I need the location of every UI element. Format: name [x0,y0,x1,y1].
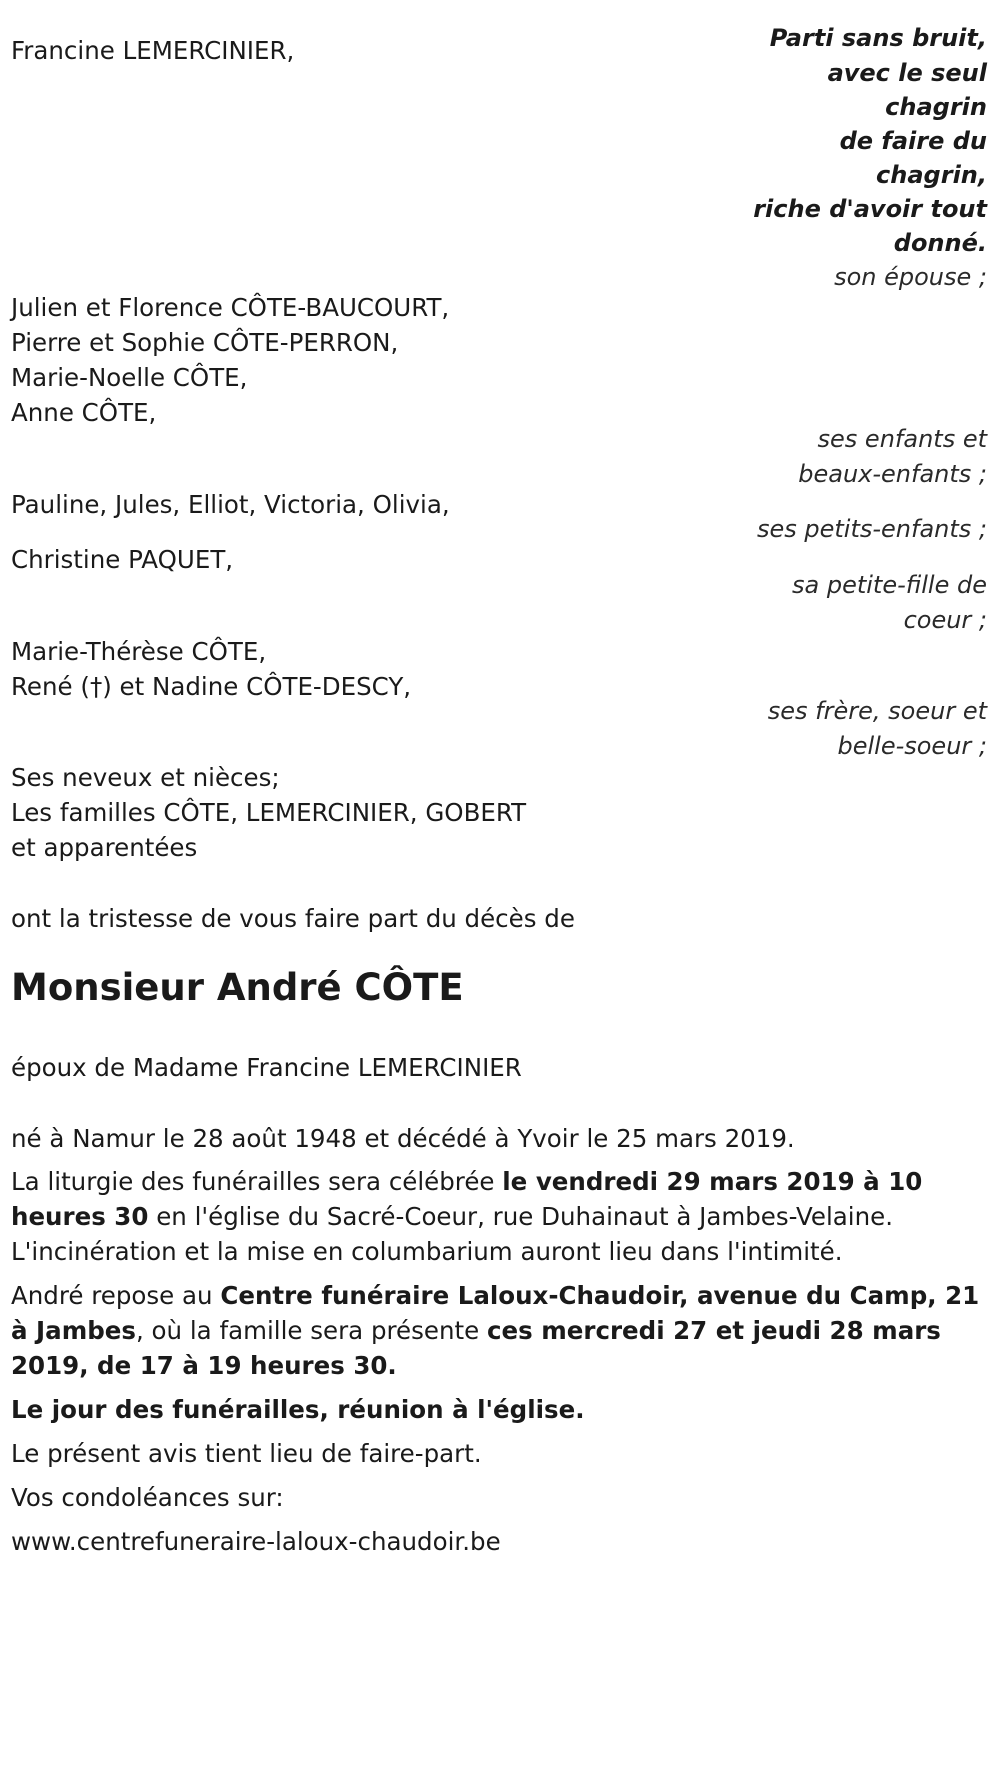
others-line: Ses neveux et nièces; [11,763,280,792]
visiting-hours: 2019, de 17 à 19 heures 30. [11,1351,397,1380]
deceased-name: Monsieur André CÔTE [11,966,464,1009]
granddaughter-heart-role: coeur ; [903,606,987,634]
others-line: et apparentées [11,833,198,862]
funeral-line: heures 30 en l'église du Sacré-Coeur, rue Duhainaut à Jambes-Velaine. [11,1202,894,1231]
child-name: Julien et Florence CÔTE-BAUCOURT, [11,293,450,322]
faire-part-notice: Le présent avis tient lieu de faire-part. [11,1439,482,1468]
visiting-dates: ces mercredi 27 et jeudi 28 mars [486,1316,941,1345]
repose-line [11,1346,397,1386]
funeral-line: La liturgie des funérailles sera célébrée le vendredi 29 mars 2019 à 10 [11,1167,923,1196]
poem-line: avec le seul [827,59,987,87]
child-name: Pierre et Sophie CÔTE-PERRON, [11,328,399,357]
repose-line: à Jambes, où la famille sera présente ces mercredi 27 et jeudi 28 mars [11,1316,941,1345]
poem-line: chagrin, [876,161,987,189]
website-link[interactable]: www.centrefuneraire-laloux-chaudoir.be [11,1527,501,1556]
child-name: Marie-Noelle CÔTE, [11,363,248,392]
meeting-notice: Le jour des funérailles, réunion à l'église. [11,1395,585,1424]
poem-line: Parti sans bruit, [769,24,987,52]
grandchildren-names: Pauline, Jules, Elliot, Victoria, Olivia, [11,490,450,519]
poem-line: donné. [893,229,987,257]
children-role: beaux-enfants ; [798,460,987,488]
spouse-name: Francine LEMERCINIER, [11,36,295,65]
siblings-role: ses frère, soeur et [767,697,987,725]
poem-line: chagrin [885,93,987,121]
child-name: Anne CÔTE, [11,398,157,427]
children-role: ses enfants et [817,425,987,453]
grandchildren-role: ses petits-enfants ; [756,515,987,543]
condolences-label: Vos condoléances sur: [11,1483,284,1512]
birth-death: né à Namur le 28 août 1948 et décédé à Yvoir le 25 mars 2019. [11,1124,795,1153]
sibling-name: René (†) et Nadine CÔTE-DESCY, [11,672,412,701]
others-line: Les familles CÔTE, LEMERCINIER, GOBERT [11,798,527,827]
deceased-spouse-line: époux de Madame Francine LEMERCINIER [11,1053,522,1082]
granddaughter-heart-name: Christine PAQUET, [11,545,234,574]
repose-line: André repose au Centre funéraire Laloux-Chaudoir, avenue du Camp, 21 [11,1281,980,1310]
funeral-line: L'incinération et la mise en columbarium auront lieu dans l'intimité. [11,1237,843,1266]
funeral-home: Centre funéraire Laloux-Chaudoir, avenue du Camp, 21 [220,1281,980,1310]
siblings-role: belle-soeur ; [837,732,987,760]
poem-line: riche d'avoir tout [753,195,987,223]
sibling-name: Marie-Thérèse CÔTE, [11,637,267,666]
funeral-time: heures 30 [11,1202,149,1231]
funeral-date: le vendredi 29 mars 2019 à 10 [502,1167,923,1196]
poem-line: de faire du [839,127,987,155]
spouse-role: son épouse ; [834,263,987,291]
announcement: ont la tristesse de vous faire part du décès de [11,904,575,933]
granddaughter-heart-role: sa petite-fille de [792,571,987,599]
